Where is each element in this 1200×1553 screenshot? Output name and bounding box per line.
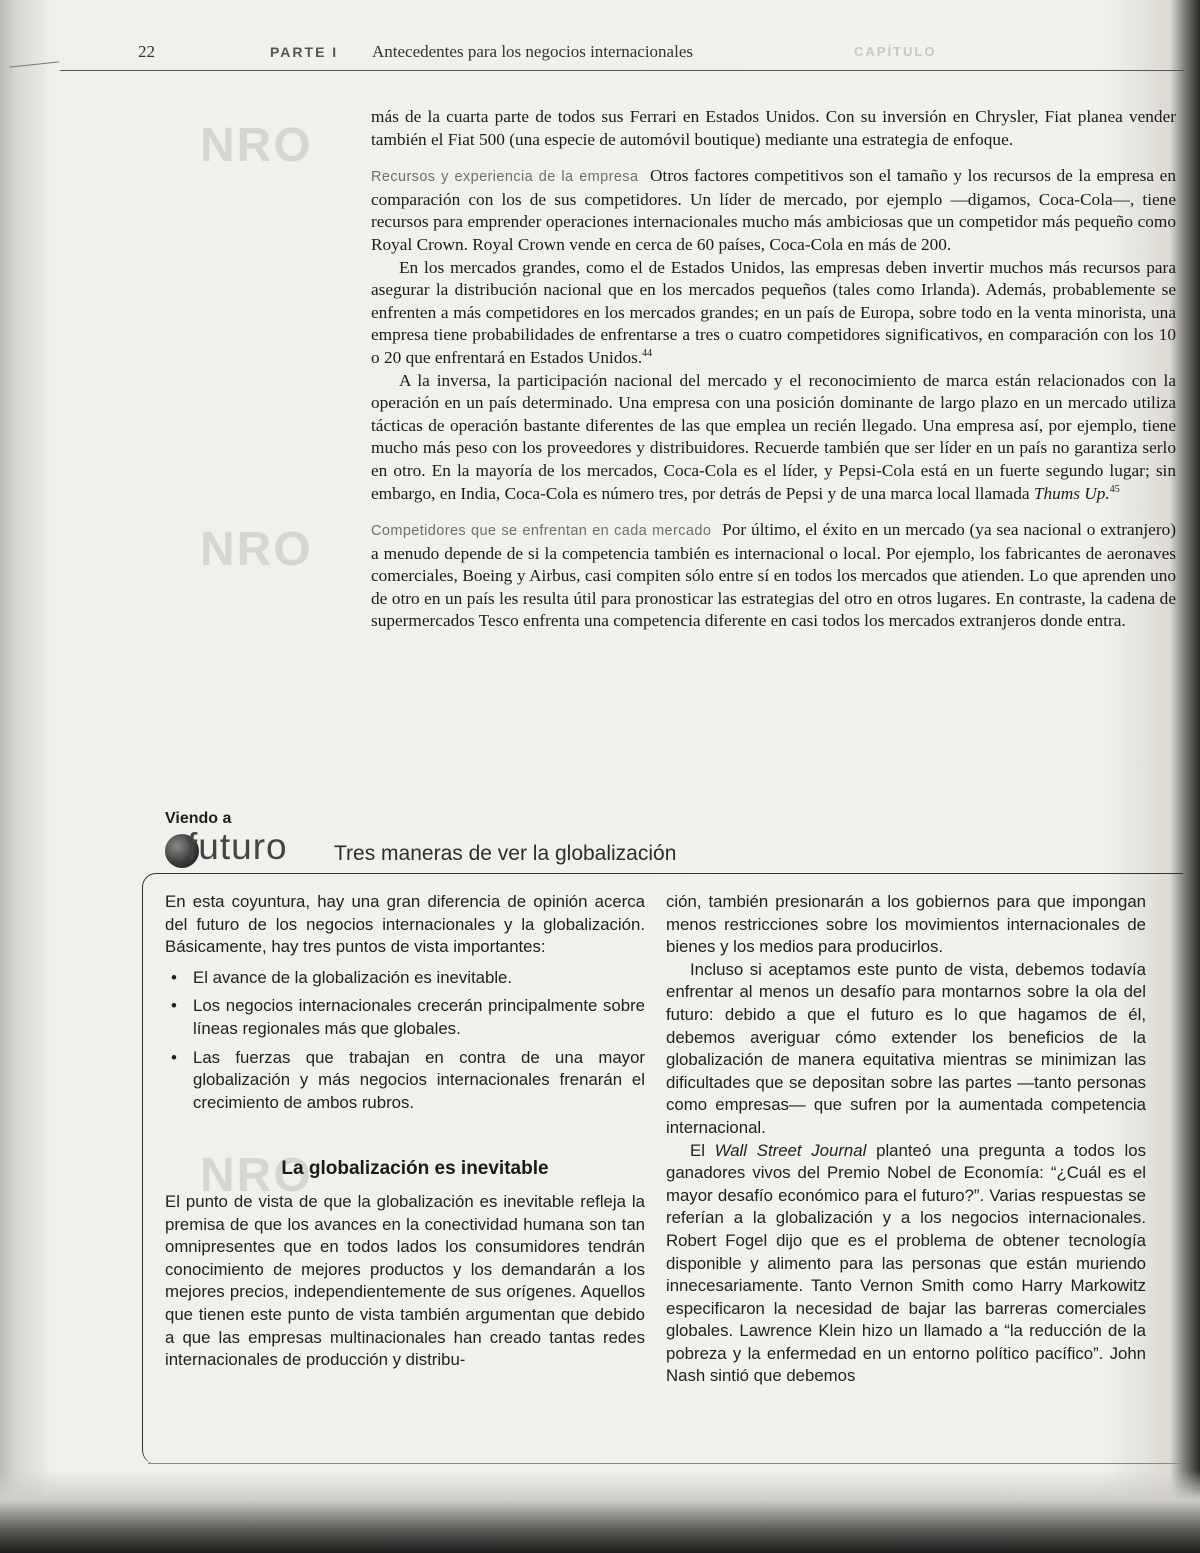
page-binding-edge [0,0,46,1553]
footnote-ref: 44 [642,348,653,360]
list-item: • El avance de la globalización es inevitable. [165,967,645,990]
paragraph: A la inversa, la participación nacional del mercado y el reconocimiento de marca están relacionados con la operación en un país determinado. Una empresa con una posición dominante de largo plazo en un mercado utiliza tácticas de operación bastante diferentes de las que emplea un recién llegado. Una empresa así, por ejemplo, tiene mucho más peso con los proveedores y distribuidores. Recuerde también que ser líder en un país no garantiza serlo en otro. En la mayoría de los mercados, Coca-Cola es el líder, y Pepsi-Cola está en un fuerte segundo lugar; sin embargo, en India, Coca-Cola es número tres, por detrás de Pepsi y de una marca local llamada Thums Up.$^{45}$ [371,370,1176,503]
part-label: PARTE I [270,44,339,60]
publication-name: Wall Street Journal [714,1140,867,1160]
feature-brand [165,826,325,872]
paragraph: El punto de vista de que la globalización es inevitable refleja la premisa de que los avances en la conectividad humana son tan omnipresentes que en todos lados los consumidores tendrán conocimiento de mejores productos y los demandarán a los mejores precios, independientemente de sus orígenes. Aquellos que tienen este punto de vista también argumentan que debido a que las empresas multinacionales han creado tantas redes internacionales de producción y distribu- [165,1191,645,1370]
paragraph: En esta coyuntura, hay una gran diferencia de opinión acerca del futuro de los negocios internacionales y la globalización. Básicamente, hay tres puntos de vista importantes: [165,892,645,957]
bleed-through-header: CAPÍTULO [854,44,937,59]
main-text [371,106,1176,633]
bullet-icon: • [171,996,177,1016]
page-number: 22 [138,42,155,61]
bleed-through-logo: NRO [200,523,313,576]
paragraph: Incluso si aceptamos este punto de vista, debemos todavía enfrentar al menos un desafío para montarnos sobre la ola del futuro: debido a que el futuro es lo que hagamos de él, debemos averiguar cómo extender los beneficios de la globalización de manera equitativa mientras se minimizan las dificultades que se depositan sobre las partes —tanto personas como empresas— que sufren por la aumentada competencia internacional. [666,959,1146,1137]
header-title: Antecedentes para los negocios internacionales [372,42,693,61]
feature-column-right [666,891,1146,1388]
feature-column-left [165,891,645,1372]
list-item: • Los negocios internacionales crecerán principalmente sobre líneas regionales más que globales. [171,996,645,1038]
page-shadow [0,1470,1200,1553]
running-header [138,42,1180,70]
paragraph: Recursos y experiencia de la empresa Otros factores competitivos son el tamaño y los recursos de la empresa en comparación con los de sus competidores. Un líder de mercado, por ejemplo —digamos, Coca-Cola—, tiene recursos para emprender operaciones internacionales mucho más ambiciosas que un competidor más pequeño como Royal Crown. Royal Crown vende en cerca de 60 países, Coca-Cola en más de 200. [371,166,1176,254]
runin-heading: Recursos y experiencia de la empresa [371,169,639,186]
list-item: • Las fuerzas que trabajan en contra de una mayor globalización y más negocios internacionales frenarán el crecimiento de ambos rubros. [171,1047,645,1112]
paragraph: Competidores que se enfrentan en cada mercado Por último, el éxito en un mercado (ya sea nacional o extranjero) a menudo depende de si la competencia también es internacional o local. Por ejemplo, los fabricantes de aeronaves comerciales, Boeing y Airbus, casi compiten sólo entre sí en todos los mercados que atienden. Lo que aprenden uno de otro en un país les resulta útil para pronosticar las estrategias del otro en otros lugares. En contraste, la cadena de supermercados Tesco enfrenta una competencia diferente en casi todos los mercados extranjeros donde entra. [371,520,1176,631]
bullet-icon: • [171,1047,177,1067]
feature-label: Viendo a [165,810,232,827]
header-rule [60,70,1184,71]
feature-title: Tres maneras de ver la globalización [334,842,677,865]
paragraph: ción, también presionarán a los gobiernos para que impongan menos restricciones sobre los movimientos internacionales de bienes y los medios para producirlos. [666,892,1146,957]
paragraph: más de la cuarta parte de todos sus Ferrari en Estados Unidos. Con su inversión en Chrysler, Fiat planea vender también el Fiat 500 (una especie de automóvil boutique) mediante una estrategia de enfoque. [371,107,1176,149]
section-heading: La globalización es inevitable [281,1158,549,1180]
feature-brand-text: futuro [187,826,288,867]
brand-name: Thums Up. [1033,483,1110,503]
bleed-through-logo: NRO [200,119,313,172]
bullet-list [165,967,645,1115]
footnote-ref: 45 [1109,483,1120,495]
bullet-icon: • [171,967,177,987]
bleed-through-logo: NRO [200,1149,313,1202]
feature-box-rule [148,1463,1182,1464]
paragraph: El Wall Street Journal planteó una pregunta a todos los ganadores vivos del Premio Nobel de Economía: “¿Cuál es el mayor desafío económico para el futuro?”. Varias respuestas se referían a la globalización y a los negocios internacionales. Robert Fogel dijo que es el problema de obtener tecnología disponible y alimento para las personas que están muriendo innecesariamente. Tanto Vernon Smith como Harry Markowitz especificaron la necesidad de bajar las barreras comerciales globales. Lawrence Klein hizo un llamado a “la reducción de la pobreza y la enfermedad en un entorno político pacífico”. John Nash sintió que debemos [666,1140,1147,1386]
paragraph: En los mercados grandes, como el de Estados Unidos, las empresas deben invertir muchos más recursos para asegurar la distribución nacional que en los mercados pequeños (tales como Irlanda). Además, probablemente se enfrenten a más competidores en los mercados grandes; en un país de Europa, sobre todo en la venta minorista, una empresa tiene probabilidades de enfrentarse a tres o cuatro competidores significativos, en comparación con los 10 o 20 que enfrentará en Estados Unidos.$^{44}$ [371,257,1176,367]
runin-heading: Competidores que se enfrentan en cada mercado [371,523,712,540]
